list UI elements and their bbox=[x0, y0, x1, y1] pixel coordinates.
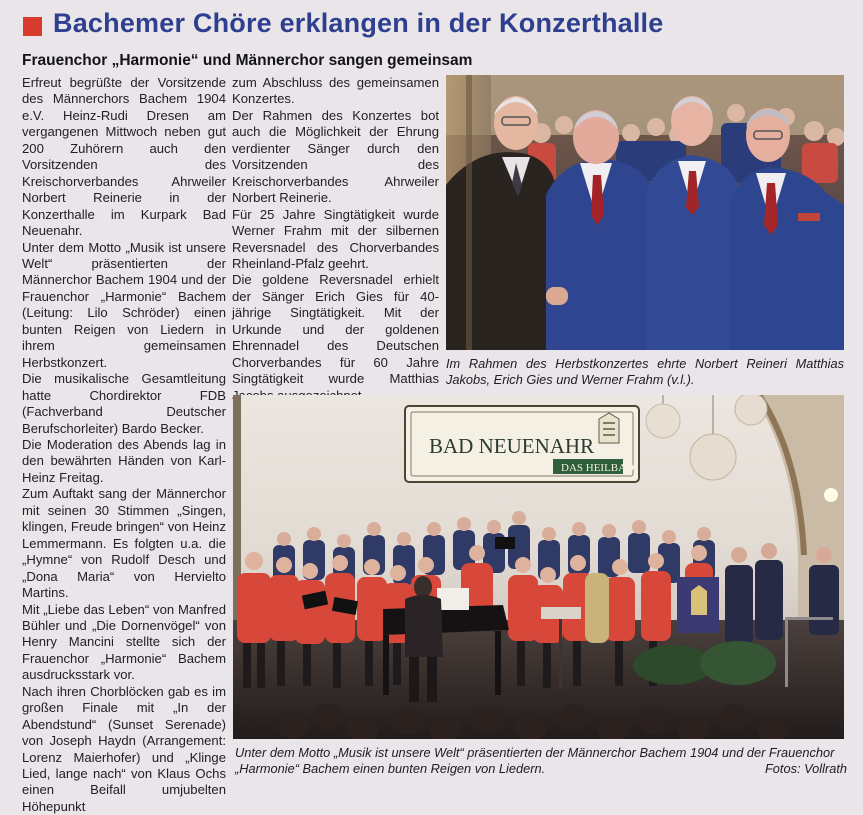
paragraph: zum Abschluss des gemeinsamen Konzertes. bbox=[232, 75, 439, 107]
paragraph: Mit „Liebe das Leben“ von Manfred Bühler und „Die Dornenvögel“ von Henry Mancini stellte sich der Frauenchor „Harmonie“ Bachem ausdrucksstark vor. bbox=[22, 601, 226, 683]
honoring-photo-drawing bbox=[446, 75, 844, 350]
concert-photo bbox=[233, 395, 844, 739]
paragraph: Die musikalische Gesamtleitung hatte Chordirektor FDB (Fachverband Deutscher Berufschorleiter) Bardo Becker. bbox=[22, 371, 226, 436]
text-column-1 bbox=[22, 75, 226, 815]
paragraph: Nach ihren Chorblöcken gab es im großen Finale mit „In der Abendstund“ (Sunset Serenade) von Joseph Haydn (Arrangement: Lorenz Maierhofer) und „Klinge Lied, lange nach“ von Klaus Ochs einen Beifall umjubelten Höhepunkt bbox=[22, 683, 226, 814]
concert-photo-caption bbox=[235, 745, 847, 776]
banner-subtitle: DAS HEILBAD bbox=[561, 462, 635, 474]
paragraph: Unter dem Motto „Musik ist unsere Welt“ präsentierten der Männerchor Bachem 1904 und der Frauenchor „Harmonie“ Bachem (Leitung: Lilo Schröder) einen bunten Reigen von Liedern in ihrem gemeinsamen Herbstkonzert. bbox=[22, 239, 226, 370]
headline: Bachemer Chöre erklangen in der Konzerthalle bbox=[53, 8, 664, 38]
banner-title: BAD NEUENAHR bbox=[429, 434, 595, 458]
paragraph: Zum Auftakt sang der Männerchor mit seinen 30 Stimmen „Singen, klingen, Freude bringen“ von Heinz Lemmermann. Es folgten u.a. die „Hymne“ von Rudolf Desch und „Dona Maria“ von Hervielto Martins. bbox=[22, 486, 226, 601]
paragraph: Die goldene Reversnadel erhielt der Sänger Erich Gies für 40-jährige Singtätigkeit. Mit der Urkunde und der goldenen Ehrennadel des Deutschen Chorverbandes für 60 Jahre Singtätigkeit wurde Matthias bbox=[232, 272, 439, 387]
subheadline: Frauenchor „Harmonie“ und Männerchor sangen gemeinsam bbox=[22, 52, 473, 69]
paragraph: Die Moderation des Abends lag in den bewährten Händen von Karl-Heinz Freitag. bbox=[22, 436, 226, 485]
photo-credit: Fotos: Vollrath bbox=[764, 760, 847, 776]
headline-marker bbox=[23, 17, 42, 36]
paragraph: Erfreut begrüßte der Vorsitzende des Männerchors Bachem 1904 e.V. Heinz-Rudi Dresen am vergangenen Mittwoch neben gut 200 Zuhörern auch den Vorsitzenden des Kreischorverbandes Ahrweiler Norbert Reinerie in der Konzerthalle im Kurpark Bad Neuenahr. bbox=[22, 75, 226, 239]
honoring-photo bbox=[446, 75, 844, 350]
paragraph: Für 25 Jahre Singtätigkeit wurde Werner Frahm mit der silbernen Reversnadel des Chorverbandes Rheinland-Pfalz geehrt. bbox=[232, 206, 439, 271]
concert-caption-text: Unter dem Motto „Musik ist unsere Welt“ präsentierten der Männerchor Bachem 1904 und der Frauenchor „Harmonie“ Bachem einen bunten Reigen von Liedern. bbox=[235, 745, 835, 776]
text-column-2 bbox=[232, 75, 439, 404]
honoring-photo-caption: Im Rahmen des Herbstkonzertes ehrte Norbert Reineri Matthias Jakobs, Erich Gies und Werner Frahm (v.l.). bbox=[446, 356, 844, 387]
paragraph: Der Rahmen des Konzertes bot auch die Möglichkeit der Ehrung verdienter Sänger durch den Vorsitzenden des Kreischorverbandes Ahrweiler Norbert Reinerie. bbox=[232, 107, 439, 206]
concert-photo-drawing bbox=[233, 395, 844, 739]
